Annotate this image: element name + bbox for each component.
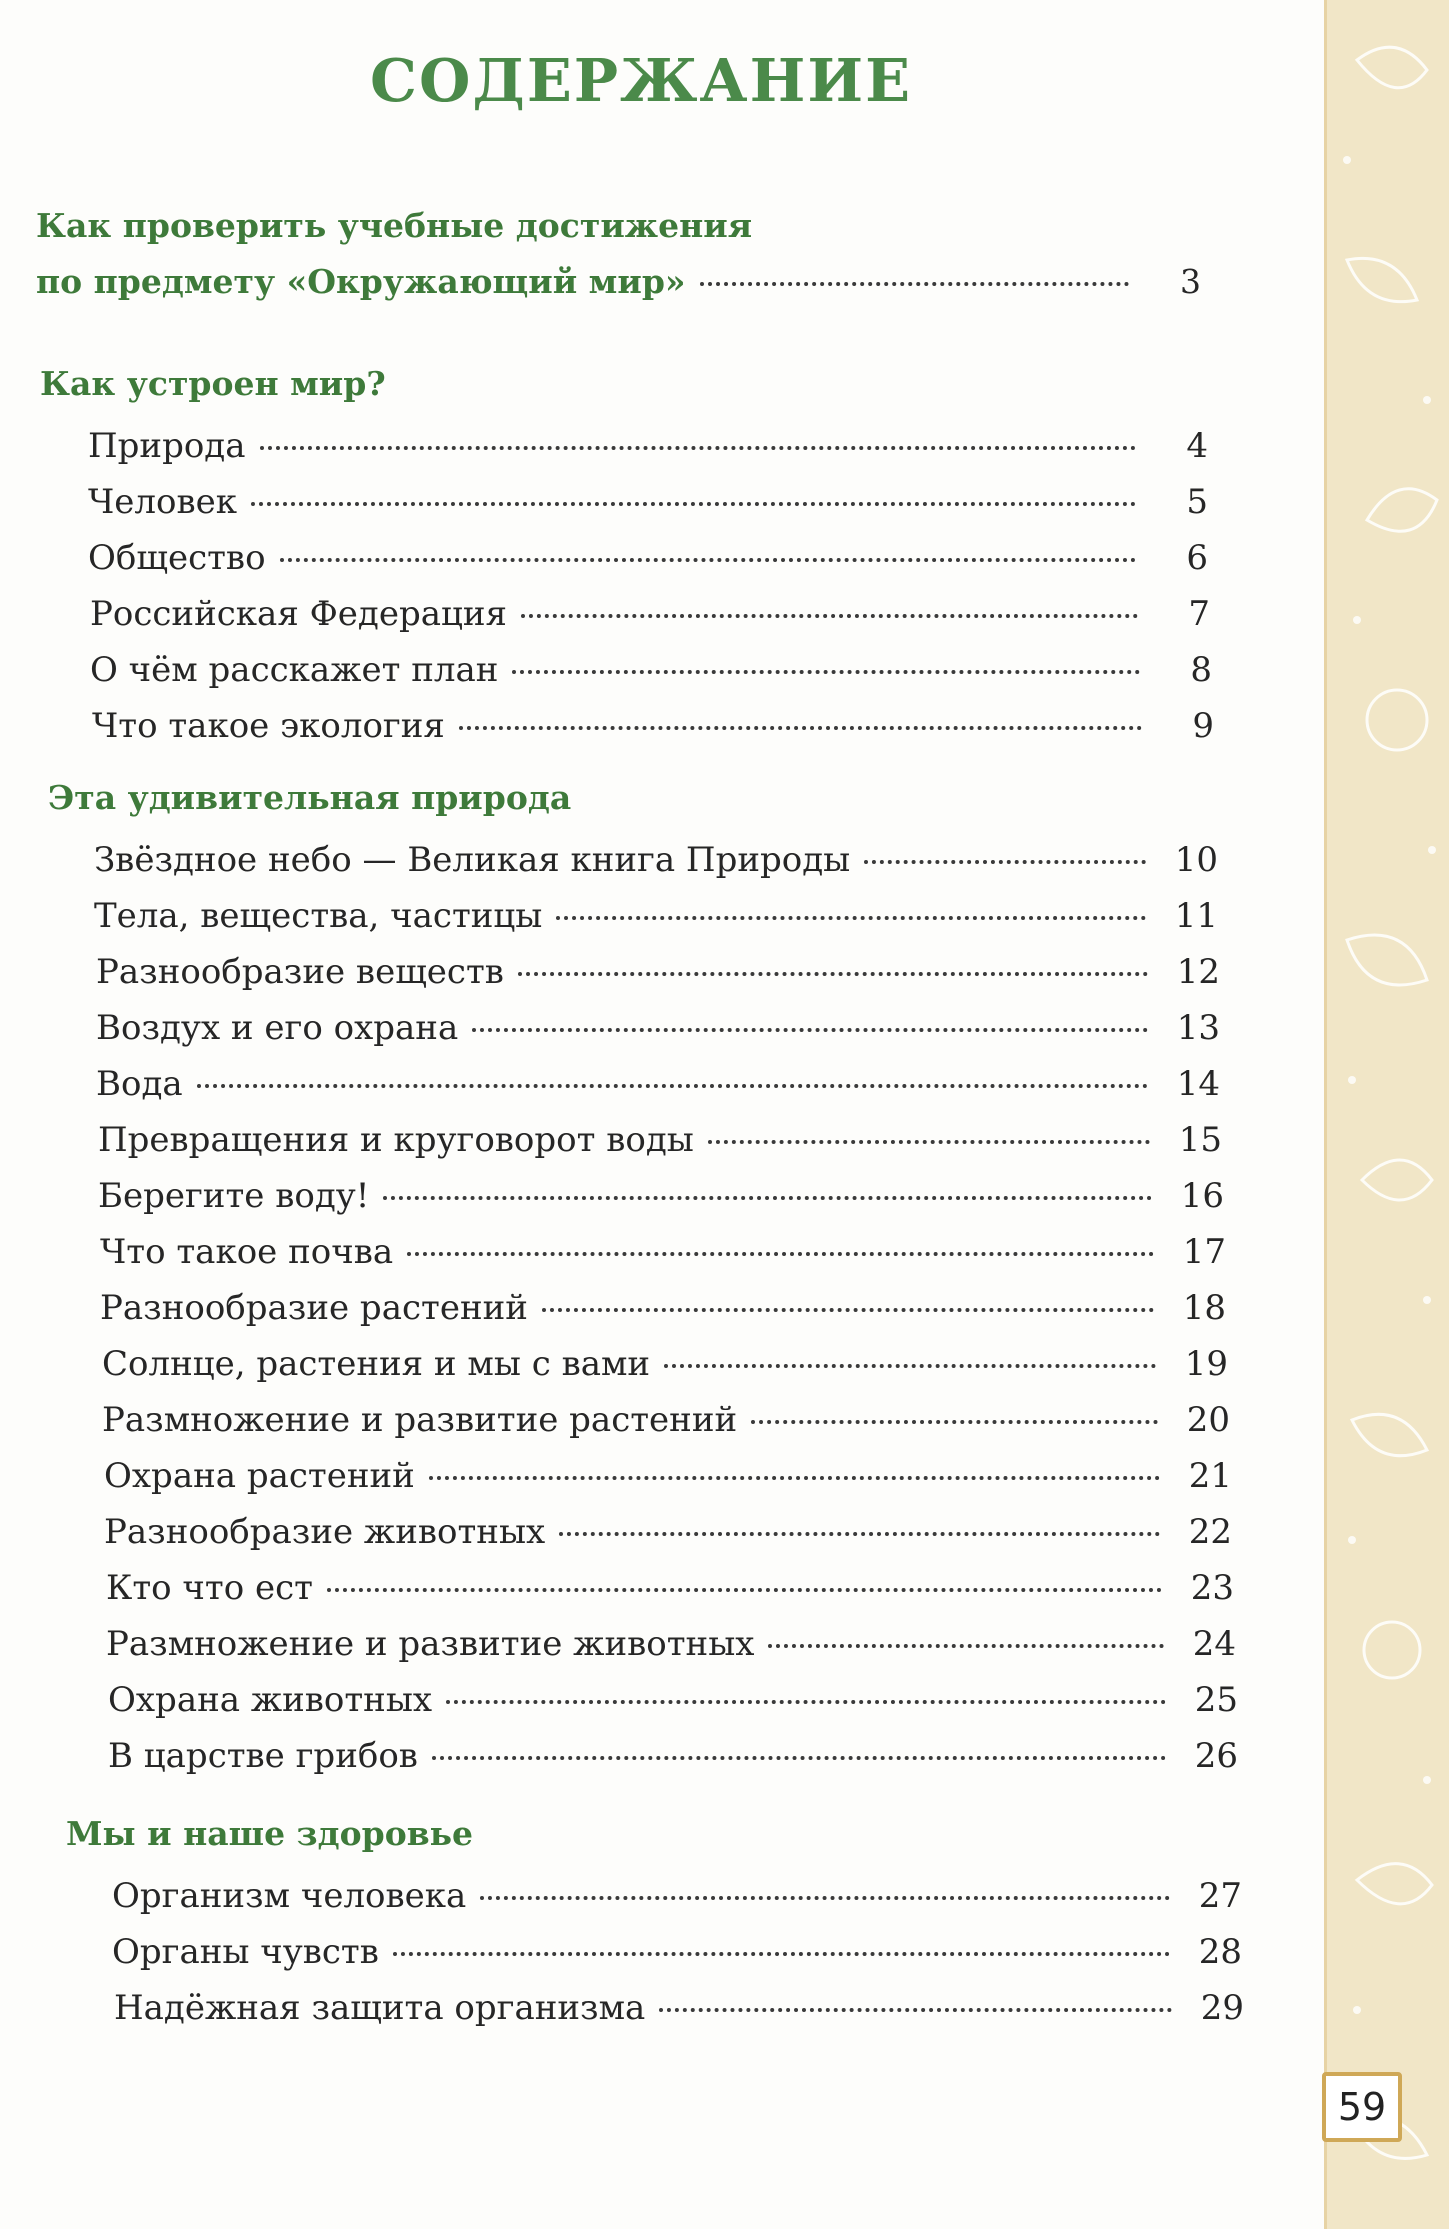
toc-entry-page: 10	[1174, 840, 1218, 880]
leader-dots	[407, 1252, 1154, 1256]
leaf-pattern-icon	[1327, 0, 1449, 2229]
toc-entry-page: 8	[1190, 650, 1212, 690]
toc-entry-page: 17	[1182, 1232, 1226, 1272]
toc-entry-label: Человек	[88, 482, 237, 522]
toc-entry-label: Организм человека	[112, 1876, 467, 1916]
leader-dots	[197, 1084, 1148, 1088]
toc-entry-label: Разнообразие веществ	[96, 952, 504, 992]
toc-entry[interactable]	[90, 594, 1210, 634]
toc-entry-label: Что такое экология	[92, 706, 445, 746]
toc-entry-page: 11	[1174, 896, 1218, 936]
leader-dots	[446, 1700, 1166, 1704]
toc-entry[interactable]	[112, 1876, 1242, 1916]
toc-entry-page: 22	[1188, 1512, 1232, 1552]
toc-entry-label: Превращения и круговорот воды	[98, 1120, 694, 1160]
toc-entry-label: Воздух и его охрана	[96, 1008, 459, 1048]
leader-dots	[521, 614, 1138, 618]
toc-entry[interactable]	[104, 1512, 1232, 1552]
leader-dots	[768, 1644, 1164, 1648]
leader-dots	[327, 1588, 1162, 1592]
toc-entry[interactable]	[100, 1288, 1226, 1328]
leader-dots	[559, 1532, 1160, 1536]
toc-entry-page: 15	[1178, 1120, 1222, 1160]
toc-entry[interactable]	[94, 896, 1218, 936]
toc-entry-label: Надёжная защита организма	[114, 1988, 646, 2028]
toc-entry-label: О чём расскажет план	[90, 650, 499, 690]
toc-entry[interactable]	[112, 1932, 1242, 1972]
toc-entry-page: 29	[1200, 1988, 1244, 2028]
leader-dots	[383, 1196, 1152, 1200]
leader-dots	[459, 726, 1142, 730]
toc-entry-label: Что такое почва	[100, 1232, 394, 1272]
toc-entry-label: Природа	[88, 426, 246, 466]
intro-heading-line2: по предмету «Окружающий мир»	[36, 262, 686, 301]
toc-entry-page: 16	[1180, 1176, 1224, 1216]
toc-entry-page: 27	[1198, 1876, 1242, 1916]
toc-entry-page: 21	[1188, 1456, 1232, 1496]
toc-entry-page: 4	[1186, 426, 1208, 466]
leader-dots	[260, 446, 1136, 450]
toc-entry[interactable]	[104, 1456, 1232, 1496]
section-heading-health: Мы и наше здоровье	[66, 1814, 474, 1853]
toc-entry-page: 13	[1176, 1008, 1220, 1048]
toc-entry-label: Солнце, растения и мы с вами	[102, 1344, 651, 1384]
leader-dots	[251, 502, 1136, 506]
toc-entry[interactable]	[102, 1344, 1228, 1384]
toc-entry[interactable]	[96, 1008, 1220, 1048]
toc-entry-label: Охрана растений	[104, 1456, 415, 1496]
toc-entry-label: Кто что ест	[106, 1568, 313, 1608]
toc-entry-page: 25	[1194, 1680, 1238, 1720]
leader-dots	[664, 1364, 1156, 1368]
toc-entry[interactable]	[102, 1400, 1230, 1440]
leader-dots	[556, 916, 1146, 920]
intro-page-number: 3	[1180, 262, 1201, 301]
page-title: СОДЕРЖАНИЕ	[370, 46, 913, 115]
toc-entry-label: Общество	[88, 538, 266, 578]
toc-entry[interactable]	[106, 1624, 1236, 1664]
leader-dots	[542, 1308, 1154, 1312]
leader-dots	[432, 1756, 1166, 1760]
toc-entry-page: 6	[1186, 538, 1208, 578]
intro-entry[interactable]	[36, 262, 1201, 301]
toc-entry-label: Российская Федерация	[90, 594, 507, 634]
toc-entry-label: В царстве грибов	[108, 1736, 418, 1776]
leader-dots	[864, 860, 1146, 864]
decorative-side-strip	[1324, 0, 1449, 2229]
toc-entry[interactable]	[100, 1232, 1226, 1272]
leader-dots	[429, 1476, 1160, 1480]
toc-entry[interactable]	[88, 538, 1208, 578]
toc-entry[interactable]	[98, 1176, 1224, 1216]
toc-entry-page: 23	[1190, 1568, 1234, 1608]
leader-dots	[393, 1952, 1170, 1956]
toc-entry-label: Тела, вещества, частицы	[94, 896, 543, 936]
toc-entry[interactable]	[98, 1120, 1222, 1160]
toc-entry-label: Разнообразие животных	[104, 1512, 546, 1552]
section-heading-world: Как устроен мир?	[40, 364, 386, 403]
leader-dots	[280, 558, 1136, 562]
leader-dots	[700, 282, 1129, 286]
toc-entry-label: Размножение и развитие растений	[102, 1400, 738, 1440]
leader-dots	[518, 972, 1148, 976]
page-number-badge: 59	[1322, 2072, 1402, 2142]
intro-heading-line1: Как проверить учебные достижения	[36, 206, 753, 245]
toc-entry-page: 9	[1192, 706, 1214, 746]
toc-entry[interactable]	[106, 1568, 1234, 1608]
section-heading-nature: Эта удивительная природа	[48, 778, 572, 817]
toc-entry[interactable]	[94, 840, 1218, 880]
toc-entry-label: Звёздное небо — Великая книга Природы	[94, 840, 851, 880]
toc-entry[interactable]	[92, 706, 1214, 746]
toc-entry-label: Органы чувств	[112, 1932, 379, 1972]
leader-dots	[708, 1140, 1150, 1144]
toc-entry-page: 12	[1176, 952, 1220, 992]
leader-dots	[751, 1420, 1158, 1424]
toc-entry-label: Разнообразие растений	[100, 1288, 528, 1328]
toc-entry-label: Вода	[96, 1064, 183, 1104]
toc-entry[interactable]	[114, 1988, 1244, 2028]
toc-entry-page: 20	[1186, 1400, 1230, 1440]
toc-entry-page: 26	[1194, 1736, 1238, 1776]
toc-entry[interactable]	[90, 650, 1212, 690]
toc-entry-page: 18	[1182, 1288, 1226, 1328]
toc-entry[interactable]	[88, 482, 1208, 522]
toc-entry[interactable]	[96, 952, 1220, 992]
toc-entry[interactable]	[108, 1736, 1238, 1776]
toc-entry[interactable]	[96, 1064, 1220, 1104]
toc-entry-page: 14	[1176, 1064, 1220, 1104]
toc-entry-page: 7	[1188, 594, 1210, 634]
leader-dots	[512, 670, 1140, 674]
toc-entry[interactable]	[108, 1680, 1238, 1720]
toc-entry-label: Охрана животных	[108, 1680, 433, 1720]
toc-entry-page: 19	[1184, 1344, 1228, 1384]
toc-entry-page: 5	[1186, 482, 1208, 522]
toc-entry-label: Берегите воду!	[98, 1176, 370, 1216]
toc-entry-label: Размножение и развитие животных	[106, 1624, 755, 1664]
toc-entry-page: 28	[1198, 1932, 1242, 1972]
leader-dots	[480, 1896, 1170, 1900]
toc-entry-page: 24	[1192, 1624, 1236, 1664]
leader-dots	[659, 2008, 1172, 2012]
toc-entry[interactable]	[88, 426, 1208, 466]
leader-dots	[472, 1028, 1148, 1032]
